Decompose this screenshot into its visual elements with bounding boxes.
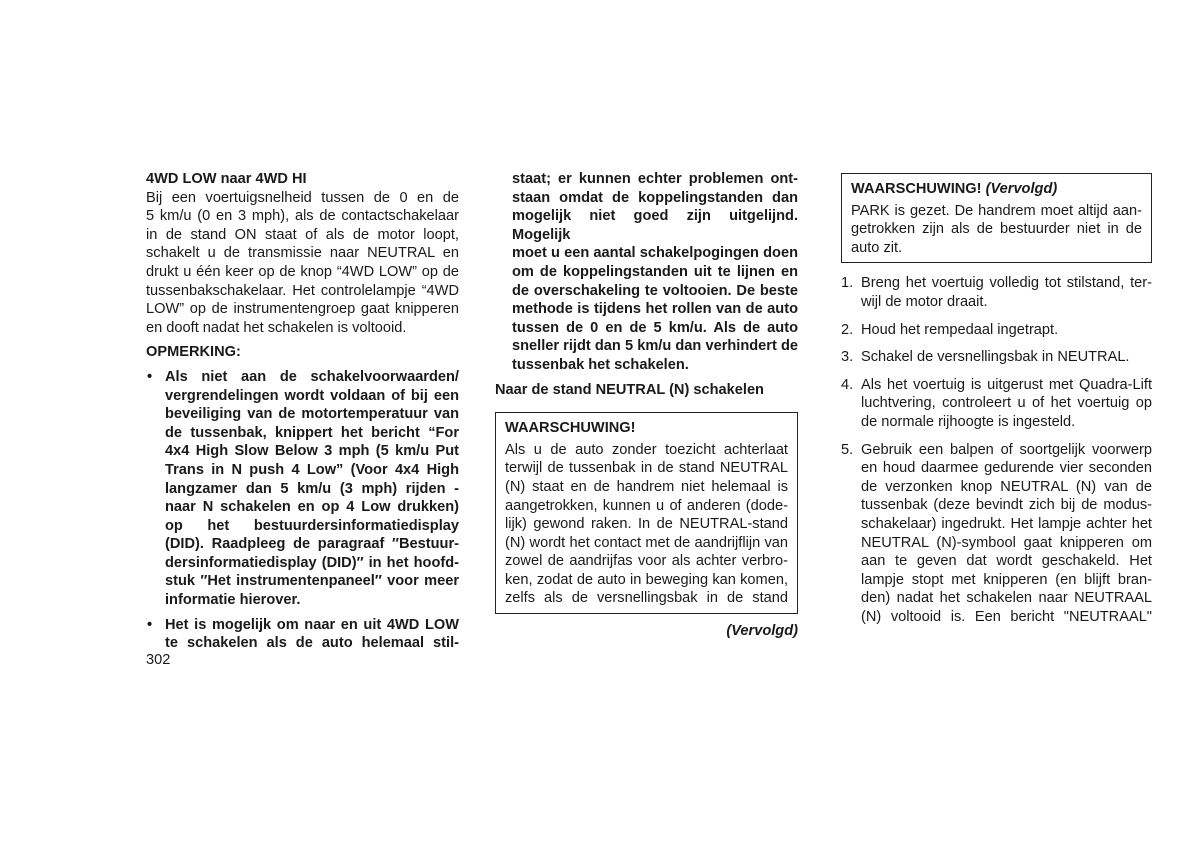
text-line: de overschakeling te voltooien. De beste: [512, 282, 798, 299]
text-line: beveiliging van de motortemperatuur van: [165, 406, 459, 423]
text-line: tussenbakschakelaar. Het controlelampje “4WD: [146, 282, 459, 299]
step-item-2: [841, 321, 1152, 340]
text-line: staat; er kunnen echter problemen ont-: [512, 171, 798, 187]
page-number: 302: [146, 652, 171, 668]
text-line: schakelaar) ingedrukt. Het lampje achter het: [861, 515, 1152, 532]
warning-text: [851, 202, 1142, 258]
text-line: tussenbak het schakelen.: [512, 356, 689, 373]
text-line: aan te geven dat wordt geschakeld. Het: [861, 553, 1152, 570]
bullet-icon: •: [147, 616, 153, 633]
text-line: tussen de 0 en de 5 km/u. Als de auto: [512, 319, 798, 336]
paragraph-4wd-low-to-hi: [146, 189, 459, 338]
step-number: 3.: [841, 349, 854, 366]
bullet-text-2: [165, 616, 459, 653]
text-line: op het bestuurdersinformatiedisplay: [165, 517, 459, 534]
warning-text: [505, 441, 788, 608]
text-line: de tussenbak, knippert het bericht “For: [165, 424, 459, 441]
text-line: Als niet aan de schakelvoorwaarden/: [165, 368, 459, 385]
warning-title: WAARSCHUWING!: [851, 181, 982, 197]
text-line: methode is tijdens het rollen van de auto: [512, 301, 798, 318]
text-line: Breng het voertuig volledig tot stilstand, ter-: [861, 275, 1152, 292]
text-line: zelfs als de versnellingsbak in de stand: [505, 590, 788, 607]
text-line: Het is mogelijk om naar en uit 4WD LOW: [165, 616, 459, 633]
step-number: 2.: [841, 321, 854, 338]
bullet-item-1: [146, 368, 459, 610]
step-number: 5.: [841, 441, 854, 458]
step-item-3: [841, 348, 1152, 367]
bullet-text-1: [165, 368, 459, 610]
text-line: aangetrokken, kunnen u of anderen (dode-: [505, 497, 788, 514]
text-line: vergrendelingen wordt voldaan of bij een: [165, 387, 459, 404]
text-line: informatie hierover.: [165, 592, 301, 609]
column-right: [841, 173, 1152, 635]
text-line: staan omdat de koppelingstanden dan: [512, 189, 798, 206]
text-line: mogelijk niet goed zijn uitgelijnd. Mogelijk: [512, 208, 798, 243]
bullet-item-2: [146, 616, 459, 653]
text-line: wijl de motor draait.: [861, 293, 988, 310]
text-line: zowel de aandrijfas voor als achter verbro-: [505, 553, 788, 570]
text-line: (DID). Raadpleeg de paragraaf ″Bestuur-: [165, 536, 459, 553]
step-text: [861, 376, 1152, 432]
text-line: Houd het rempedaal ingetrapt.: [861, 321, 1059, 338]
step-item-4: [841, 376, 1152, 432]
text-line: lijk) gewond raken. In de NEUTRAL-stand: [505, 516, 788, 533]
section-heading-4wd-low-to-hi: 4WD LOW naar 4WD HI: [146, 171, 307, 187]
text-line: ken, zodat de auto in beweging kan komen,: [505, 571, 788, 588]
warning-title: WAARSCHUWING!: [505, 420, 636, 437]
text-line: lampje stopt met knipperen (en blijft bran-: [861, 571, 1152, 588]
step-number: 1.: [841, 275, 854, 292]
column-middle: [495, 170, 798, 641]
warning-box-continued: [841, 173, 1152, 263]
text-line: LOW” op de instrumentengroep gaat knipperen: [146, 301, 459, 318]
column-left: [146, 170, 459, 653]
text-line: 4x4 High Slow Below 3 mph (5 km/u Put: [165, 443, 459, 460]
text-line: den) nadat het schakelen naar NEUTRAAL: [861, 590, 1152, 607]
text-line: sneller rijdt dan 5 km/u dan verhindert de: [512, 338, 798, 355]
text-line: auto zit.: [851, 239, 903, 256]
text-line: in de stand ON staat of als de motor loopt,: [146, 226, 459, 243]
text-line: moet u een aantal schakelpogingen doen: [512, 245, 798, 262]
text-line: en houd daarmee gedurende vier seconden: [861, 460, 1152, 477]
step-text: [861, 321, 1152, 340]
text-line: naar N schakelen en op 4 Low drukken): [165, 499, 459, 516]
text-line: Bij een voertuigsnelheid tussen de 0 en de: [146, 189, 459, 206]
text-line: luchtvering, controleert u of het voertuig op: [861, 395, 1152, 412]
text-line: NEUTRAL (N)-symbool gaat knipperen om: [861, 534, 1152, 551]
warning-continued-label: (Vervolgd): [985, 181, 1058, 197]
text-line: schakelt u de transmissie naar NEUTRAL en: [146, 245, 459, 262]
text-line: (N) voltooid is. Een bericht "NEUTRAAL": [861, 608, 1152, 625]
steps-list: [841, 274, 1152, 626]
text-line: om de koppelingstanden uit te lijnen en: [512, 263, 798, 280]
text-line: (N) wordt het contact met de aandrijflijn van: [505, 534, 788, 551]
text-line: tussenbak (deze bevindt zich bij de modus-: [861, 497, 1152, 514]
text-line: Schakel de versnellingsbak in NEUTRAL.: [861, 349, 1130, 366]
text-line: PARK is gezet. De handrem moet altijd aan-: [851, 202, 1142, 219]
text-line: drukt u één keer op de knop “4WD LOW” op de: [146, 263, 459, 280]
warning-title-continued: [851, 180, 1142, 199]
text-line: Als u de auto zonder toezicht achterlaat: [505, 441, 788, 458]
text-line: (N) staat en de handrem niet helemaal is: [505, 478, 788, 495]
step-text: [861, 348, 1152, 367]
step-text: [861, 274, 1152, 311]
step-text: [861, 441, 1152, 627]
text-line: de verzonken knop NEUTRAL (N) van de: [861, 478, 1152, 495]
warning-box: [495, 412, 798, 614]
note-heading: OPMERKING:: [146, 344, 241, 361]
text-line: getrokken zijn als de bestuurder niet in de: [851, 221, 1142, 238]
text-line: te schakelen als de auto helemaal stil-: [165, 635, 459, 652]
text-line: 5 km/u (0 en 3 mph), als de contactschakelaar: [146, 208, 459, 225]
text-line: de normale rijhoogte is ingesteld.: [861, 413, 1076, 430]
text-line: stuk ″Het instrumentenpaneel″ voor meer: [165, 573, 459, 590]
step-number: 4.: [841, 376, 854, 393]
text-line: terwijl de tussenbak in de stand NEUTRAL: [505, 460, 788, 477]
section-heading-neutral: Naar de stand NEUTRAL (N) schakelen: [495, 381, 764, 398]
text-line: en dooft nadat het schakelen is voltooid.: [146, 319, 407, 336]
text-line: Trans in N push 4 Low” (Voor 4x4 High: [165, 461, 459, 478]
text-line: langzamer dan 5 km/u (3 mph) rijden -: [165, 480, 459, 497]
text-line: Gebruik een balpen of soortgelijk voorwerp: [861, 441, 1152, 458]
step-item-5: [841, 441, 1152, 627]
text-line: dersinformatiedisplay (DID)″ in het hoofd-: [165, 554, 459, 571]
bullet-icon: •: [147, 368, 153, 385]
continued-label: (Vervolgd): [726, 623, 798, 640]
text-line: Als het voertuig is uitgerust met Quadra-Lift: [861, 376, 1152, 393]
step-item-1: [841, 274, 1152, 311]
continued-paragraph: [495, 170, 798, 375]
